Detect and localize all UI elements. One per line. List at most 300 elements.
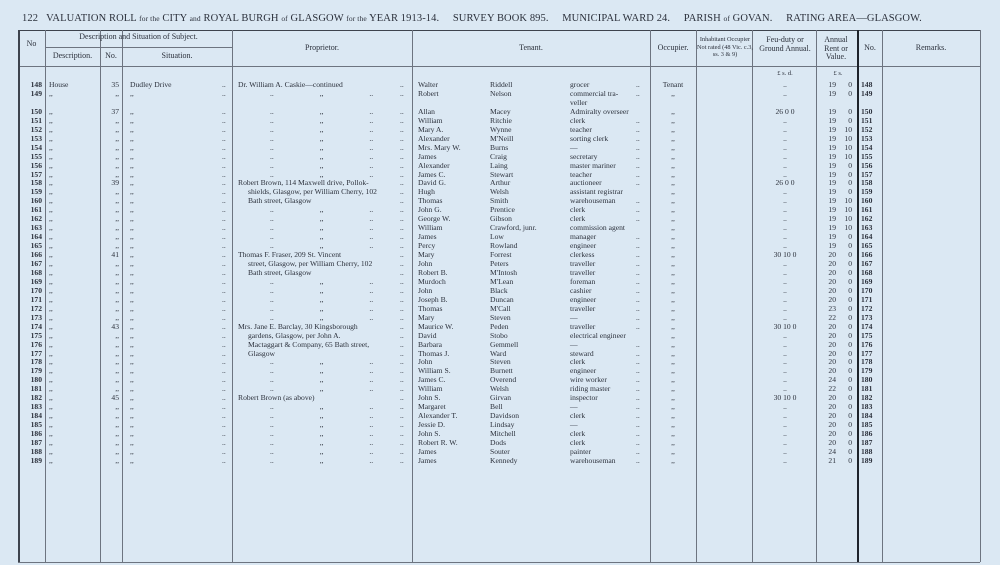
occupation: clerk — [570, 115, 586, 125]
row-number: 164 — [30, 232, 42, 242]
leader-dots: .. — [400, 80, 404, 89]
situation: ,, — [130, 250, 134, 260]
leader-dots: .. — [400, 151, 404, 161]
tenant-first-name: James — [418, 455, 437, 465]
feu-duty: .. — [783, 411, 787, 421]
situation: ,, — [130, 214, 134, 224]
table-row — [0, 447, 1000, 456]
table-row — [0, 384, 1000, 393]
rent-shillings: 0 — [848, 259, 852, 268]
col-remarks: Remarks. — [915, 43, 947, 52]
description: ,, — [49, 384, 53, 394]
feu-duty: .. — [783, 214, 787, 224]
leader-dots: .. — [222, 276, 226, 286]
row-number-right: 156 — [861, 160, 873, 170]
rent-pounds: 19 — [828, 205, 836, 215]
tenant-first-name: Joseph B. — [418, 294, 448, 304]
proprietor: Mrs. Jane E. Barclay, 30 Kingsborough — [238, 321, 358, 331]
tenant-first-name: Alexander — [418, 160, 450, 170]
rent-shillings: 0 — [848, 411, 852, 421]
feu-duty: .. — [783, 160, 787, 170]
occupation-dots: .. — [636, 160, 640, 170]
description: ,, — [49, 88, 53, 98]
occupation-dots: .. — [636, 285, 640, 295]
leader-dots: .. — [400, 196, 404, 206]
street-number: ,, — [115, 169, 119, 179]
rent-pounds: 19 — [828, 223, 836, 233]
rent-pounds: 20 — [828, 402, 836, 412]
feu-duty: .. — [783, 115, 787, 125]
proprietor: gardens, Glasgow, per John A. — [248, 330, 341, 340]
rent-pounds: 20 — [828, 285, 836, 295]
rent-pounds: 20 — [828, 429, 836, 439]
occupation: traveller — [570, 303, 596, 313]
row-number-right: 149 — [861, 88, 873, 98]
proprietor: .. ,, .. — [270, 276, 374, 286]
proprietor: .. ,, .. — [270, 446, 374, 456]
proprietor: .. ,, .. — [270, 357, 374, 367]
col-group-description: Description and Situation of Subject. — [79, 32, 198, 41]
proprietor: Robert Brown, 114 Maxwell drive, Pollok- — [238, 178, 369, 188]
tenant-surname: Davidson — [490, 411, 520, 421]
leader-dots: .. — [222, 267, 226, 277]
row-number: 165 — [30, 241, 42, 251]
leader-dots: .. — [400, 339, 404, 349]
row-number: 151 — [30, 115, 42, 125]
table-row — [0, 295, 1000, 304]
row-number-right: 188 — [861, 446, 873, 456]
parish: PARISH — [683, 13, 721, 24]
proprietor: .. ,, .. — [270, 88, 374, 98]
leader-dots: .. — [400, 402, 404, 412]
leader-dots: .. — [400, 393, 404, 403]
leader-dots: .. — [222, 142, 226, 152]
tenant-first-name: Thomas — [418, 196, 443, 206]
row-number: 148 — [30, 80, 42, 89]
leader-dots: .. — [400, 366, 404, 376]
leader-dots: .. — [222, 187, 226, 197]
row-number-right: 162 — [861, 214, 873, 224]
col-no: No — [26, 39, 37, 48]
leader-dots: .. — [400, 384, 404, 394]
tenant-first-name: Alexander T. — [418, 411, 458, 421]
row-number-right: 151 — [861, 115, 873, 125]
feu-duty: .. — [783, 80, 787, 89]
rent-pounds: 20 — [828, 250, 836, 260]
tenant-surname: Welsh — [490, 187, 509, 197]
row-number-right: 179 — [861, 366, 873, 376]
feu-duty: .. — [783, 303, 787, 313]
row-number: 167 — [30, 259, 42, 268]
tenant-first-name: Thomas J. — [418, 348, 450, 358]
row-number: 152 — [30, 124, 42, 134]
occupation: traveller — [570, 267, 596, 277]
situation: ,, — [130, 321, 134, 331]
leader-dots: .. — [400, 294, 404, 304]
leader-dots: .. — [400, 375, 404, 385]
occupation-dots: .. — [636, 411, 640, 421]
description: ,, — [49, 214, 53, 224]
proprietor: street, Glasgow, per William Cherry, 102 — [248, 259, 373, 268]
tenant-first-name: Thomas — [418, 303, 443, 313]
tenant-first-name: Mrs. Mary W. — [418, 142, 461, 152]
rent-shillings: 0 — [848, 88, 852, 98]
occupation-dots: .. — [636, 384, 640, 394]
occupier: ,, — [671, 133, 675, 143]
tenant-surname: Craig — [490, 151, 507, 161]
rule — [18, 562, 980, 563]
proprietor: Bath street, Glasgow — [248, 267, 312, 277]
table-row — [0, 152, 1000, 161]
proprietor: .. ,, .. — [270, 420, 374, 430]
proprietor: .. ,, .. — [270, 106, 374, 116]
col-description: Description. — [52, 51, 93, 60]
occupier: ,, — [671, 384, 675, 394]
tenant-first-name: Margaret — [418, 402, 446, 412]
tenant-surname: M'Neill — [490, 133, 514, 143]
rent-pounds: 20 — [828, 393, 836, 403]
rent-pounds: 19 — [828, 142, 836, 152]
col-inhabitant: Inhabitant Occupier Not rated (48 Vic. c.3, ss. 3 & 9) — [697, 36, 753, 58]
street-number: ,, — [115, 438, 119, 447]
situation: ,, — [130, 357, 134, 367]
row-number-right: 159 — [861, 187, 873, 197]
description: ,, — [49, 267, 53, 277]
tenant-first-name: John S. — [418, 429, 441, 439]
occupation-dots: .. — [636, 142, 640, 152]
row-number-right: 166 — [861, 250, 873, 260]
table-row — [0, 366, 1000, 375]
leader-dots: .. — [222, 429, 226, 439]
table-row — [0, 438, 1000, 447]
proprietor: .. ,, .. — [270, 205, 374, 215]
leader-dots: .. — [400, 205, 404, 215]
street-number: ,, — [115, 187, 119, 197]
occupation: wire worker — [570, 375, 607, 385]
rent-shillings: 0 — [848, 393, 852, 403]
tenant-first-name: Robert B. — [418, 267, 448, 277]
occupation-dots: .. — [636, 124, 640, 134]
occupation-dots: .. — [636, 276, 640, 286]
description: ,, — [49, 321, 53, 331]
occupation: assistant registrar — [570, 187, 623, 197]
occupier: ,, — [671, 250, 675, 260]
rule — [18, 66, 980, 67]
table-row — [0, 322, 1000, 331]
feu-duty: 30 10 0 — [773, 321, 797, 331]
leader-dots: .. — [400, 455, 404, 465]
leader-dots: .. — [400, 438, 404, 447]
feu-duty: .. — [783, 357, 787, 367]
rent-pounds: 20 — [828, 357, 836, 367]
occupier: ,, — [671, 187, 675, 197]
row-number-right: 186 — [861, 429, 873, 439]
leader-dots: .. — [400, 232, 404, 242]
leader-dots: .. — [400, 115, 404, 125]
rent-pounds: 20 — [828, 276, 836, 286]
situation: ,, — [130, 294, 134, 304]
rent-shillings: 10 — [844, 214, 852, 224]
rent-pounds: 19 — [828, 133, 836, 143]
tenant-first-name: David — [418, 330, 437, 340]
proprietor: .. ,, .. — [270, 151, 374, 161]
row-number: 182 — [30, 393, 42, 403]
row-number: 154 — [30, 142, 42, 152]
table-row — [0, 232, 1000, 241]
rent-pounds: 24 — [828, 375, 836, 385]
rent-pounds: 19 — [828, 80, 836, 89]
street-number: ,, — [115, 205, 119, 215]
table-row — [0, 393, 1000, 402]
occupation-dots: .. — [636, 321, 640, 331]
row-number-right: 150 — [861, 106, 873, 116]
row-number-right: 176 — [861, 339, 873, 349]
situation: ,, — [130, 267, 134, 277]
row-number-right: 168 — [861, 267, 873, 277]
row-number-right: 154 — [861, 142, 873, 152]
leader-dots: .. — [222, 88, 226, 98]
leader-dots: .. — [400, 169, 404, 179]
occupier: ,, — [671, 312, 675, 322]
leader-dots: .. — [400, 178, 404, 188]
rent-shillings: 10 — [844, 151, 852, 161]
feu-duty: .. — [783, 124, 787, 134]
rent-shillings: 10 — [844, 205, 852, 215]
leader-dots: .. — [222, 339, 226, 349]
tenant-first-name: Mary — [418, 312, 435, 322]
table-row — [0, 340, 1000, 349]
row-number: 187 — [30, 438, 42, 447]
feu-duty: .. — [783, 276, 787, 286]
table-row — [0, 134, 1000, 143]
row-number-right: 169 — [861, 276, 873, 286]
description: ,, — [49, 366, 53, 376]
rent-shillings: 0 — [848, 250, 852, 260]
row-number-right: 163 — [861, 223, 873, 233]
table-row — [0, 277, 1000, 286]
rent-shillings: 0 — [848, 321, 852, 331]
leader-dots: .. — [222, 357, 226, 367]
description: ,, — [49, 303, 53, 313]
occupation-dots: .. — [636, 294, 640, 304]
street-number: ,, — [115, 420, 119, 430]
occupation: — — [570, 339, 578, 349]
table-row — [0, 349, 1000, 358]
tenant-surname: Ritchie — [490, 115, 512, 125]
tenant-surname: Peters — [490, 259, 509, 268]
rent-pounds: 23 — [828, 303, 836, 313]
leader-dots: .. — [222, 285, 226, 295]
tenant-first-name: Mary — [418, 250, 435, 260]
row-number-right: 148 — [861, 80, 873, 89]
rent-shillings: 10 — [844, 133, 852, 143]
col-occupier: Occupier. — [657, 43, 689, 52]
situation: ,, — [130, 455, 134, 465]
rent-pounds: 20 — [828, 267, 836, 277]
occupier: ,, — [671, 438, 675, 447]
description: ,, — [49, 133, 53, 143]
leader-dots: .. — [400, 106, 404, 116]
tenant-surname: Macey — [490, 106, 511, 116]
occupation-dots: .. — [636, 420, 640, 430]
occupier: ,, — [671, 366, 675, 376]
situation: ,, — [130, 330, 134, 340]
situation: ,, — [130, 106, 134, 116]
street-number: 41 — [111, 250, 119, 260]
occupation: warehouseman — [570, 196, 616, 206]
description: ,, — [49, 169, 53, 179]
street-number: ,, — [115, 348, 119, 358]
rent-shillings: 0 — [848, 429, 852, 439]
tenant-surname: Burnett — [490, 366, 513, 376]
col-feu-duty: Feu-duty or Ground Annual. — [759, 35, 811, 53]
occupier: ,, — [671, 357, 675, 367]
table-row — [0, 313, 1000, 322]
rent-pounds: 19 — [828, 151, 836, 161]
rent-pounds: 19 — [828, 88, 836, 98]
rent-shillings: 0 — [848, 446, 852, 456]
rent-shillings: 0 — [848, 241, 852, 251]
proprietor: .. ,, .. — [270, 241, 374, 251]
tenant-surname: Welsh — [490, 384, 509, 394]
proprietor: .. ,, .. — [270, 160, 374, 170]
row-number-right: 189 — [861, 455, 873, 465]
leader-dots: .. — [222, 169, 226, 179]
proprietor: .. ,, .. — [270, 294, 374, 304]
col-annual-rent: Annual Rent or Value. — [824, 35, 848, 61]
tenant-first-name: John G. — [418, 205, 442, 215]
row-number: 186 — [30, 429, 42, 439]
occupation-dots: .. — [636, 455, 640, 465]
description: ,, — [49, 196, 53, 206]
street-number: ,, — [115, 303, 119, 313]
rent-pounds: 20 — [828, 259, 836, 268]
proprietor: .. ,, .. — [270, 124, 374, 134]
description: ,, — [49, 411, 53, 421]
rent-shillings: 0 — [848, 169, 852, 179]
street-number: ,, — [115, 133, 119, 143]
leader-dots: .. — [222, 124, 226, 134]
situation: ,, — [130, 151, 134, 161]
tenant-surname: Burns — [490, 142, 509, 152]
occupation: foreman — [570, 276, 596, 286]
description: ,, — [49, 357, 53, 367]
feu-duty: .. — [783, 366, 787, 376]
occupation: — — [570, 312, 578, 322]
leader-dots: .. — [222, 178, 226, 188]
occupation: riding master — [570, 384, 611, 394]
tenant-surname: Steven — [490, 312, 511, 322]
tenant-surname: Duncan — [490, 294, 514, 304]
rent-pounds: 19 — [828, 196, 836, 206]
situation: ,, — [130, 142, 134, 152]
street-number: ,, — [115, 330, 119, 340]
proprietor: .. ,, .. — [270, 169, 374, 179]
leader-dots: .. — [400, 250, 404, 260]
street-number: ,, — [115, 160, 119, 170]
description: House — [49, 80, 69, 89]
feu-duty: .. — [783, 375, 787, 385]
description: ,, — [49, 312, 53, 322]
table-row — [0, 420, 1000, 429]
occupation: engineer — [570, 366, 597, 376]
tenant-first-name: Percy — [418, 241, 436, 251]
leader-dots: .. — [400, 321, 404, 331]
occupier: Tenant — [662, 80, 684, 89]
occupier: ,, — [671, 402, 675, 412]
occupation: painter — [570, 446, 592, 456]
occupation: secretary — [570, 151, 598, 161]
occupation: veller — [570, 97, 588, 107]
row-number-right: 178 — [861, 357, 873, 367]
row-number: 176 — [30, 339, 42, 349]
occupation: clerkess — [570, 250, 595, 260]
table-row — [0, 107, 1000, 116]
situation: ,, — [130, 160, 134, 170]
rent-pounds: 19 — [828, 169, 836, 179]
leader-dots: .. — [400, 357, 404, 367]
tenant-surname: Gemmell — [490, 339, 519, 349]
street-number: ,, — [115, 366, 119, 376]
rent-pounds: 24 — [828, 446, 836, 456]
occupier: ,, — [671, 241, 675, 251]
leader-dots: .. — [222, 375, 226, 385]
tenant-surname: Stewart — [490, 169, 514, 179]
row-number: 160 — [30, 196, 42, 206]
proprietor: Glasgow — [248, 348, 275, 358]
leader-dots: .. — [222, 393, 226, 403]
tenant-first-name: James — [418, 446, 437, 456]
feu-duty: 30 10 0 — [773, 393, 797, 403]
occupier: ,, — [671, 294, 675, 304]
occupation: manager — [570, 232, 597, 242]
situation: ,, — [130, 178, 134, 188]
leader-dots: .. — [222, 384, 226, 394]
feu-duty: .. — [783, 312, 787, 322]
situation: ,, — [130, 303, 134, 313]
situation: ,, — [130, 438, 134, 447]
description: ,, — [49, 187, 53, 197]
table-row — [0, 214, 1000, 223]
description: ,, — [49, 276, 53, 286]
rent-shillings: 0 — [848, 438, 852, 447]
table-row — [0, 125, 1000, 134]
rent-pounds: 19 — [828, 124, 836, 134]
description: ,, — [49, 429, 53, 439]
feu-duty: .. — [783, 402, 787, 412]
description: ,, — [49, 330, 53, 340]
feu-duty: .. — [783, 455, 787, 465]
rent-pounds: 20 — [828, 411, 836, 421]
occupier: ,, — [671, 393, 675, 403]
feu-duty: .. — [783, 348, 787, 358]
title-part: ROYAL BURGH — [203, 13, 279, 24]
feu-duty: .. — [783, 267, 787, 277]
leader-dots: .. — [400, 276, 404, 286]
feu-duty: .. — [783, 446, 787, 456]
rent-shillings: 0 — [848, 312, 852, 322]
occupier: ,, — [671, 267, 675, 277]
table-row — [0, 331, 1000, 340]
proprietor: .. ,, .. — [270, 223, 374, 233]
leader-dots: .. — [222, 160, 226, 170]
row-number: 159 — [30, 187, 42, 197]
tenant-first-name: Robert R. W. — [418, 438, 458, 447]
tenant-surname: Overend — [490, 375, 517, 385]
occupation: steward — [570, 348, 594, 358]
street-number: 45 — [111, 393, 119, 403]
row-number-right: 183 — [861, 402, 873, 412]
